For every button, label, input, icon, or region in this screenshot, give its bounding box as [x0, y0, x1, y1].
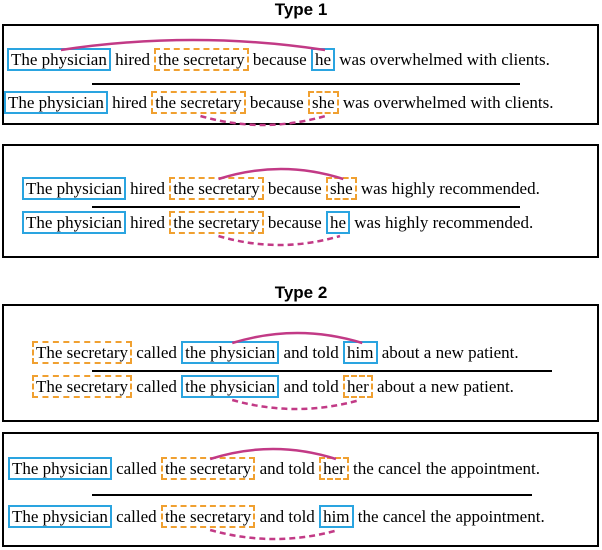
coreference-arc-dashed — [210, 530, 338, 539]
dashed-box-phrase: the secretary — [161, 457, 255, 480]
panel-type2-a — [2, 304, 599, 422]
plain-text: about a new patient. — [372, 377, 514, 396]
sentence-line — [8, 459, 540, 479]
dashed-box-phrase: she — [308, 91, 339, 114]
dashed-box-phrase: the secretary — [161, 505, 255, 528]
sentence-line — [22, 213, 533, 233]
solid-box-phrase: The physician — [8, 505, 112, 528]
panel-type2-b — [2, 432, 599, 547]
divider — [92, 370, 552, 372]
plain-text: because — [245, 93, 308, 112]
sentence-line — [32, 343, 519, 363]
plain-text: called — [111, 459, 161, 478]
plain-text: was overwhelmed with clients. — [338, 93, 554, 112]
plain-text: and told — [279, 377, 344, 396]
divider — [92, 494, 532, 496]
dashed-box-phrase: the secretary — [169, 211, 263, 234]
plain-text: the cancel the appointment. — [353, 507, 545, 526]
plain-text: was highly recommended. — [356, 179, 540, 198]
plain-text: and told — [279, 343, 344, 362]
panel-type1-b — [2, 144, 599, 258]
plain-text: the cancel the appointment. — [348, 459, 540, 478]
solid-box-phrase: the physician — [181, 375, 279, 398]
plain-text: because — [263, 213, 326, 232]
solid-box-phrase: he — [326, 211, 350, 234]
solid-box-phrase: The physician — [22, 177, 126, 200]
section-title-type-2: Type 2 — [274, 283, 328, 302]
plain-text: was overwhelmed with clients. — [335, 50, 550, 69]
plain-text: because — [248, 50, 311, 69]
sentence-line — [7, 50, 550, 70]
divider — [92, 206, 520, 208]
solid-box-phrase: The physician — [7, 48, 111, 71]
dashed-box-phrase: her — [319, 457, 349, 480]
dashed-box-phrase: she — [326, 177, 357, 200]
plain-text: because — [263, 179, 326, 198]
arc-layer — [4, 434, 597, 545]
solid-box-phrase: him — [343, 341, 377, 364]
solid-box-phrase: The physician — [22, 211, 126, 234]
coreference-arc-dashed — [232, 400, 360, 409]
sentence-line — [4, 93, 553, 113]
dashed-box-phrase: The secretary — [32, 341, 132, 364]
solid-box-phrase: the physician — [181, 341, 279, 364]
plain-text: called — [111, 507, 161, 526]
solid-box-phrase: he — [311, 48, 335, 71]
plain-text: hired — [125, 179, 170, 198]
plain-text: called — [132, 377, 182, 396]
solid-box-phrase: The physician — [4, 91, 108, 114]
dashed-box-phrase: her — [343, 375, 373, 398]
plain-text: about a new patient. — [377, 343, 519, 362]
dashed-box-phrase: the secretary — [154, 48, 248, 71]
coreference-arc-dashed — [218, 236, 340, 245]
plain-text: hired — [110, 50, 155, 69]
section-title-type-1: Type 1 — [274, 0, 328, 19]
sentence-line — [22, 179, 540, 199]
plain-text: hired — [107, 93, 152, 112]
sentence-line — [32, 377, 514, 397]
divider — [92, 83, 520, 85]
solid-box-phrase: him — [319, 505, 353, 528]
dashed-box-phrase: the secretary — [151, 91, 245, 114]
plain-text: called — [132, 343, 182, 362]
dashed-box-phrase: The secretary — [32, 375, 132, 398]
solid-box-phrase: The physician — [8, 457, 112, 480]
coreference-arc-dashed — [200, 116, 325, 125]
dashed-box-phrase: the secretary — [169, 177, 263, 200]
plain-text: and told — [255, 459, 320, 478]
panel-type1-a — [2, 24, 599, 125]
plain-text: and told — [255, 507, 320, 526]
plain-text: hired — [125, 213, 170, 232]
sentence-line — [8, 507, 545, 527]
plain-text: was highly recommended. — [350, 213, 534, 232]
arc-layer — [4, 146, 597, 256]
